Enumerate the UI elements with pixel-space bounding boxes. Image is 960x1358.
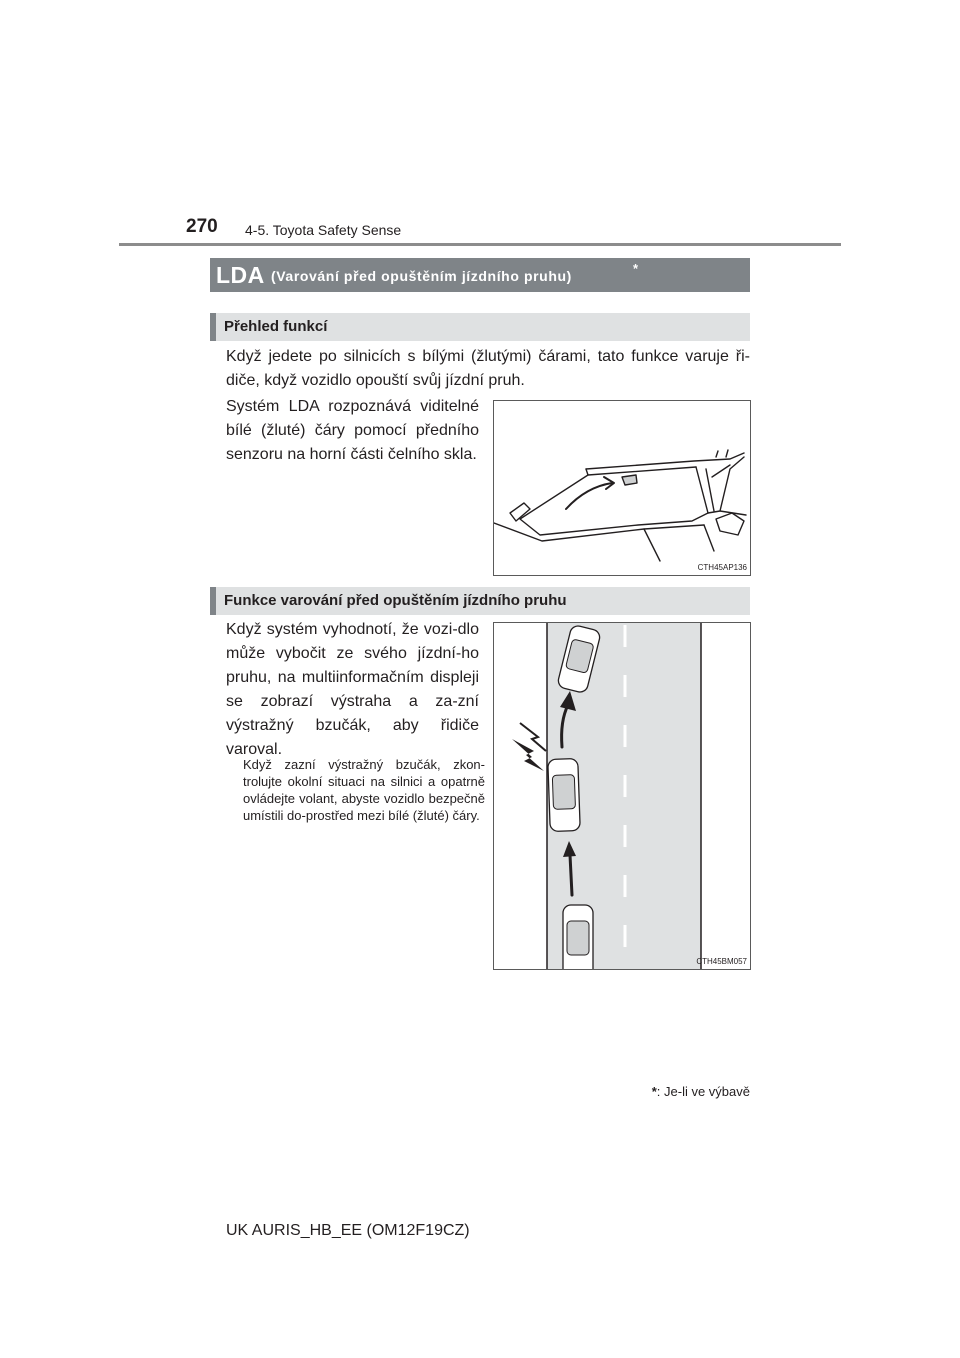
figure-code: CTH45BM057 — [696, 957, 747, 966]
footnote — [560, 1084, 750, 1100]
section-heading-accent — [210, 587, 216, 615]
footnote-text: : Je-li ve výbavě — [656, 1084, 750, 1099]
section-heading-label: Přehled funkcí — [224, 318, 328, 335]
header-divider — [119, 243, 841, 246]
document-id: UK AURIS_HB_EE (OM12F19CZ) — [226, 1222, 470, 1239]
section-heading-lane-warning — [210, 587, 750, 615]
car-middle — [548, 758, 580, 831]
page-number: 270 — [186, 216, 218, 237]
lane-warning-description: Když systém vyhodnotí, že vozi-dlo může vybočit ze svého jízdní-ho pruhu, na multiinformačním displeji se zobrazí výstraha a za-zní výstražný bzučák, aby řidiče varoval. — [226, 621, 479, 758]
buzzer-alert-icon — [512, 739, 544, 771]
main-heading-asterisk: * — [633, 261, 639, 276]
windshield-illustration — [494, 401, 750, 575]
lane-warning-note: Když zazní výstražný bzučák, zkon-trolujte okolní situaci na silnici a opatrně ovládejte volant, abyste vozidlo bezpečně umístili do-prostřed mezi bílé (žluté) čáry. — [243, 757, 485, 823]
footnote-marker: * — [651, 1084, 657, 1099]
lane-departure-figure — [493, 622, 751, 970]
main-heading-title: LDA — [216, 262, 265, 288]
figure-code: CTH45AP136 — [697, 563, 747, 572]
main-heading-bar — [210, 258, 750, 292]
section-heading-accent — [210, 313, 216, 341]
main-heading-subtitle: (Varování před opuštěním jízdního pruhu) — [271, 268, 572, 284]
overview-intro-text: Když jedete po silnicích s bílými (žlutými) čárami, tato funkce varuje ři-diče, když vozidlo opouští svůj jízdní pruh. — [226, 348, 750, 389]
section-breadcrumb: 4-5. Toyota Safety Sense — [245, 222, 402, 238]
section-heading-label: Funkce varování před opuštěním jízdního pruhu — [224, 592, 567, 609]
lda-description-text: Systém LDA rozpoznává viditelné bílé (žluté) čáry pomocí předního senzoru na horní části čelního skla. — [226, 398, 479, 463]
windshield-sensor-figure — [493, 400, 751, 576]
section-heading-overview — [210, 313, 750, 341]
car-bottom — [563, 905, 593, 969]
lane-departure-illustration — [494, 623, 750, 969]
